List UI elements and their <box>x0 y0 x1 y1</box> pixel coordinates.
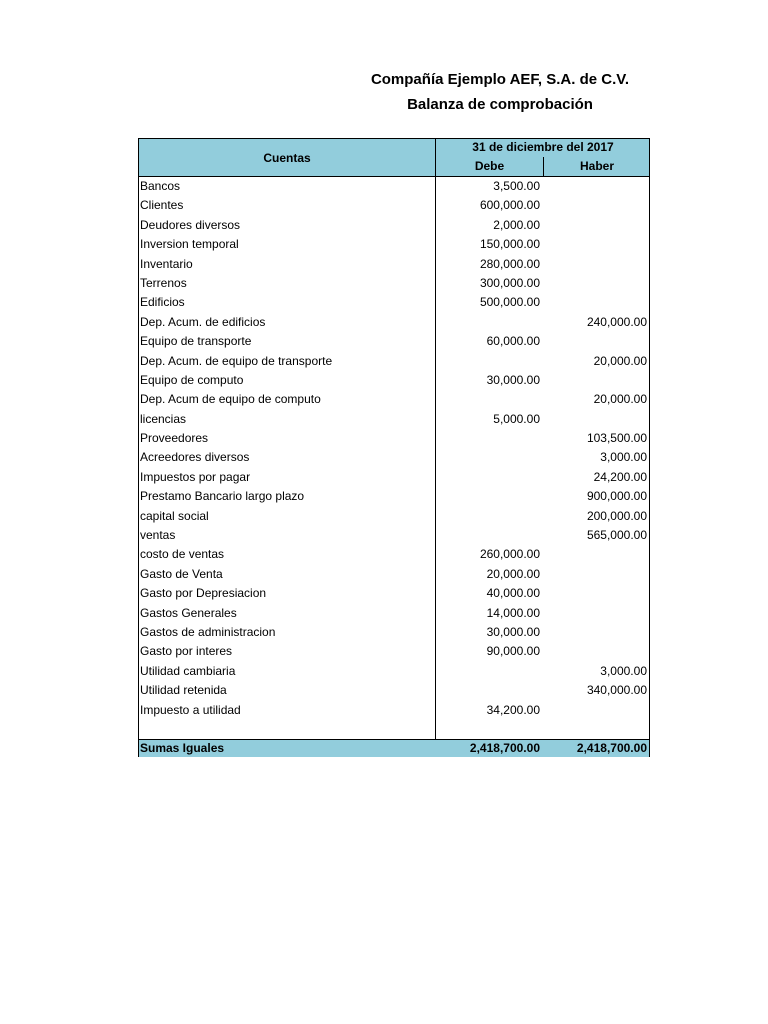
account-cell: Dep. Acum. de edificios <box>140 314 266 329</box>
report-title: Balanza de comprobación <box>407 96 593 113</box>
debe-cell: 30,000.00 <box>486 372 540 387</box>
haber-cell: 900,000.00 <box>586 489 647 504</box>
account-cell: Utilidad retenida <box>140 683 227 698</box>
table-row <box>139 371 649 390</box>
totals-label: Sumas Iguales <box>140 741 225 755</box>
haber-cell: 240,000.00 <box>586 314 647 329</box>
table-row <box>139 526 649 545</box>
account-cell: Impuesto a utilidad <box>140 702 241 717</box>
account-cell: Inventario <box>140 256 193 271</box>
header-haber: Haber <box>579 159 614 173</box>
company-title: Compañía Ejemplo AEF, S.A. de C.V. <box>370 71 630 88</box>
account-cell: Prestamo Bancario largo plazo <box>140 489 305 504</box>
table-row <box>139 584 649 603</box>
totals-row <box>139 739 649 757</box>
account-cell: Deudores diversos <box>140 217 241 232</box>
haber-cell: 20,000.00 <box>593 353 647 368</box>
account-cell: Dep. Acum. de equipo de transporte <box>140 353 333 368</box>
haber-cell: 103,500.00 <box>586 431 647 446</box>
haber-cell: 3,000.00 <box>600 663 647 678</box>
debe-cell: 5,000.00 <box>493 411 540 426</box>
table-body <box>139 177 649 720</box>
debe-cell: 2,000.00 <box>493 217 540 232</box>
account-cell: Gasto por interes <box>140 644 233 659</box>
debe-cell: 260,000.00 <box>479 547 540 562</box>
haber-cell: 200,000.00 <box>586 508 647 523</box>
table-row <box>139 177 649 196</box>
table-row <box>139 255 649 274</box>
debe-cell: 280,000.00 <box>479 256 540 271</box>
account-cell: costo de ventas <box>140 547 225 562</box>
table-row <box>139 352 649 371</box>
debe-cell: 40,000.00 <box>486 586 540 601</box>
header-accounts: Cuentas <box>263 150 311 165</box>
account-cell: Bancos <box>140 179 181 193</box>
table-row <box>139 681 649 700</box>
debe-cell: 600,000.00 <box>479 198 540 213</box>
account-cell: Gastos Generales <box>140 605 237 620</box>
table-row <box>139 313 649 332</box>
account-cell: Dep. Acum de equipo de computo <box>140 392 321 407</box>
account-cell: Terrenos <box>140 275 187 290</box>
table-row <box>139 545 649 564</box>
account-cell: Equipo de transporte <box>140 334 252 349</box>
table-row <box>139 390 649 409</box>
account-cell: Utilidad cambiaria <box>140 663 236 678</box>
table-row <box>139 332 649 351</box>
account-cell: capital social <box>140 508 209 523</box>
table-row <box>139 274 649 293</box>
haber-cell: 3,000.00 <box>600 450 647 465</box>
account-cell: Gastos de administracion <box>140 624 276 639</box>
debe-cell: 60,000.00 <box>486 334 540 349</box>
account-cell: Proveedores <box>140 431 209 446</box>
table-row <box>139 565 649 584</box>
account-cell: Edificios <box>140 295 185 310</box>
table-row <box>139 507 649 526</box>
table-row <box>139 293 649 312</box>
account-cell: Acreedores diversos <box>140 450 250 465</box>
debe-cell: 90,000.00 <box>486 644 540 659</box>
table-row <box>139 468 649 487</box>
account-cell: ventas <box>140 528 176 543</box>
debe-cell: 3,500.00 <box>493 179 540 193</box>
debe-cell: 500,000.00 <box>479 295 540 310</box>
account-cell: Inversion temporal <box>140 237 239 252</box>
account-cell: Equipo de computo <box>140 372 244 387</box>
haber-cell: 565,000.00 <box>586 528 647 543</box>
table-row <box>139 662 649 681</box>
table-row <box>139 487 649 506</box>
totals-haber: 2,418,700.00 <box>576 741 647 755</box>
haber-cell: 340,000.00 <box>586 683 647 698</box>
trial-balance-table <box>138 138 650 757</box>
account-cell: Impuestos por pagar <box>140 469 251 484</box>
table-row <box>139 604 649 623</box>
table-row <box>139 623 649 642</box>
totals-debe: 2,418,700.00 <box>469 741 540 755</box>
debe-cell: 14,000.00 <box>486 605 540 620</box>
debe-cell: 150,000.00 <box>479 237 540 252</box>
table-row <box>139 235 649 254</box>
table-row <box>139 448 649 467</box>
debe-cell: 30,000.00 <box>486 624 540 639</box>
debe-cell: 34,200.00 <box>486 702 540 717</box>
table-row <box>139 701 649 720</box>
header-debe: Debe <box>474 159 505 173</box>
table-row <box>139 642 649 661</box>
table-row <box>139 196 649 215</box>
account-cell: licencias <box>140 411 187 426</box>
debe-cell: 300,000.00 <box>479 275 540 290</box>
debe-cell: 20,000.00 <box>486 566 540 581</box>
header-period: 31 de diciembre del 2017 <box>472 140 614 154</box>
account-cell: Gasto por Depresiacion <box>140 586 267 601</box>
haber-cell: 24,200.00 <box>593 469 647 484</box>
account-cell: Clientes <box>140 198 184 213</box>
table-row <box>139 216 649 235</box>
haber-cell: 20,000.00 <box>593 392 647 407</box>
table-row <box>139 429 649 448</box>
table-row <box>139 410 649 429</box>
account-cell: Gasto de Venta <box>140 566 223 581</box>
